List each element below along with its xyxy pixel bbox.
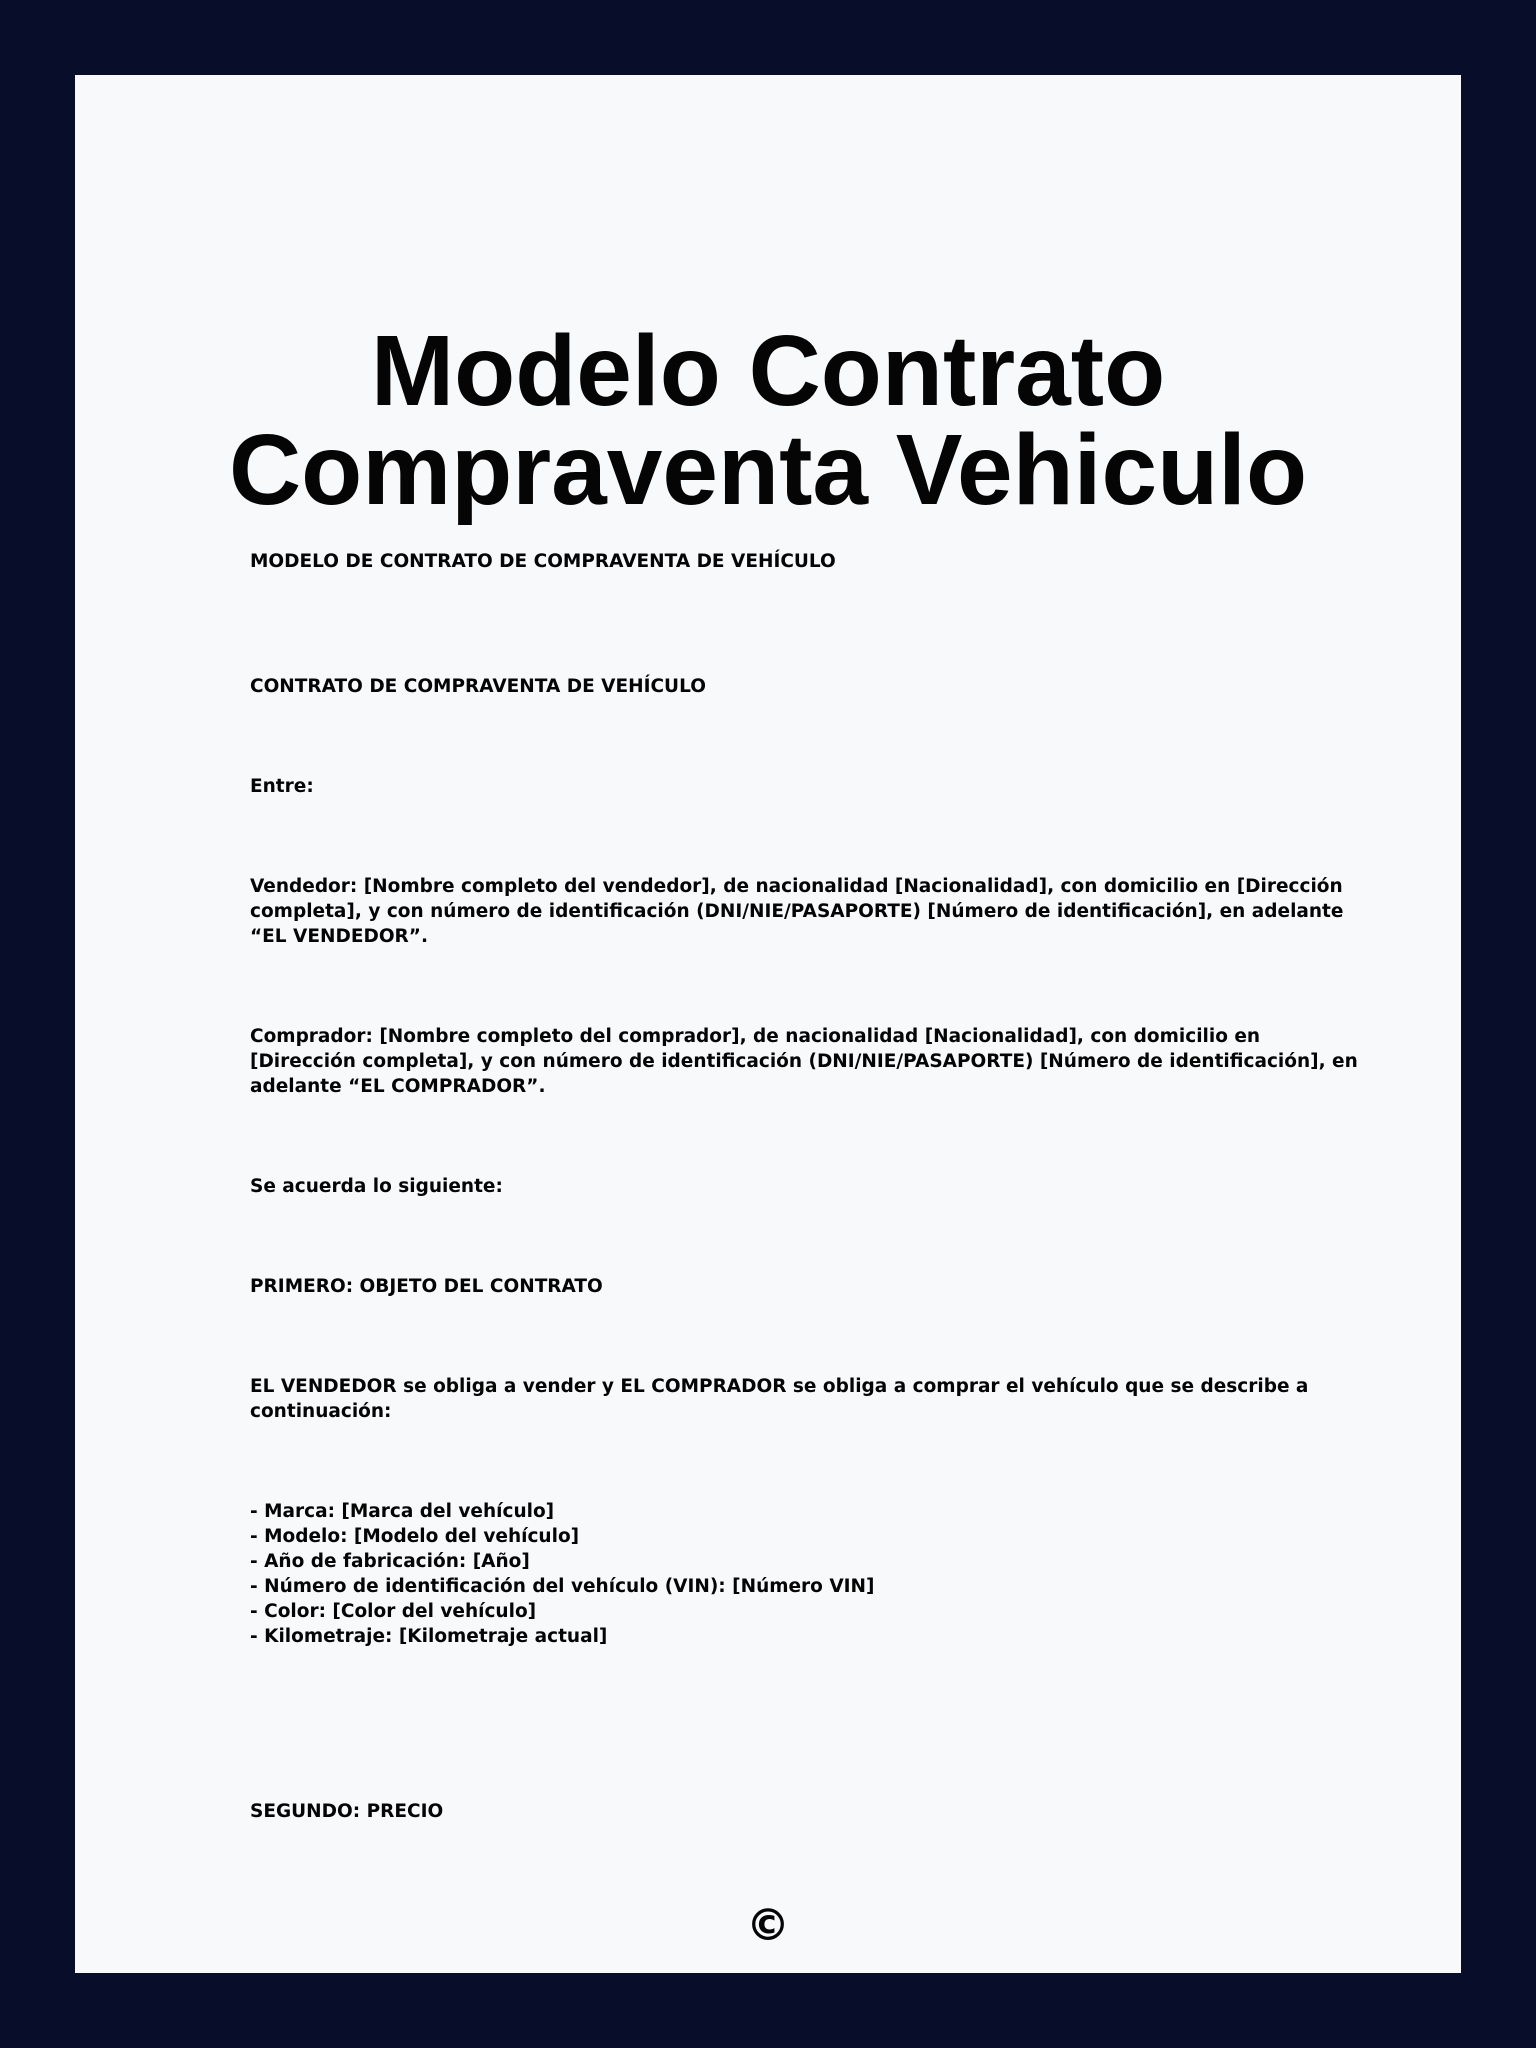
seller-paragraph: Vendedor: [Nombre completo del vendedor], de nacionalidad [Nacionalidad], con domicilio en [Dirección completa], y con número de identificación (DNI/NIE/PASAPORTE) [Número de identificación], en adelante “EL VENDEDOR”. [250,876,1344,947]
parties-intro: Entre: [250,776,314,797]
vehicle-details-list [250,1499,1360,1649]
main-heading: MODELO DE CONTRATO DE COMPRAVENTA DE VEHÍCULO [250,551,836,572]
agreement-intro: Se acuerda lo siguiente: [250,1176,503,1197]
document-title-line-1: Modelo Contrato [370,315,1166,427]
document-page [75,75,1461,1973]
clause-one-heading: PRIMERO: OBJETO DEL CONTRATO [250,1276,603,1297]
copyright-icon: © [746,1900,790,1951]
document-title [75,315,1461,526]
list-item: - Kilometraje: [Kilometraje actual] [250,1626,608,1647]
list-item: - Año de fabricación: [Año] [250,1551,530,1572]
clause-two-heading: SEGUNDO: PRECIO [250,1801,444,1822]
list-item: - Color: [Color del vehículo] [250,1601,537,1622]
list-item: - Marca: [Marca del vehículo] [250,1501,555,1522]
contract-heading: CONTRATO DE COMPRAVENTA DE VEHÍCULO [250,676,706,697]
buyer-paragraph: Comprador: [Nombre completo del comprador], de nacionalidad [Nacionalidad], con domicilio en [Dirección completa], y con número de identificación (DNI/NIE/PASAPORTE) [Número de identificación], en adelante “EL COMPRADOR”. [250,1026,1358,1097]
list-item: - Número de identificación del vehículo (VIN): [Número VIN] [250,1576,875,1597]
clause-one-text: EL VENDEDOR se obliga a vender y EL COMPRADOR se obliga a comprar el vehículo que se describe a continuación: [250,1376,1309,1422]
document-title-line-2: Compraventa Vehiculo [228,414,1308,526]
list-item: - Modelo: [Modelo del vehículo] [250,1526,580,1547]
